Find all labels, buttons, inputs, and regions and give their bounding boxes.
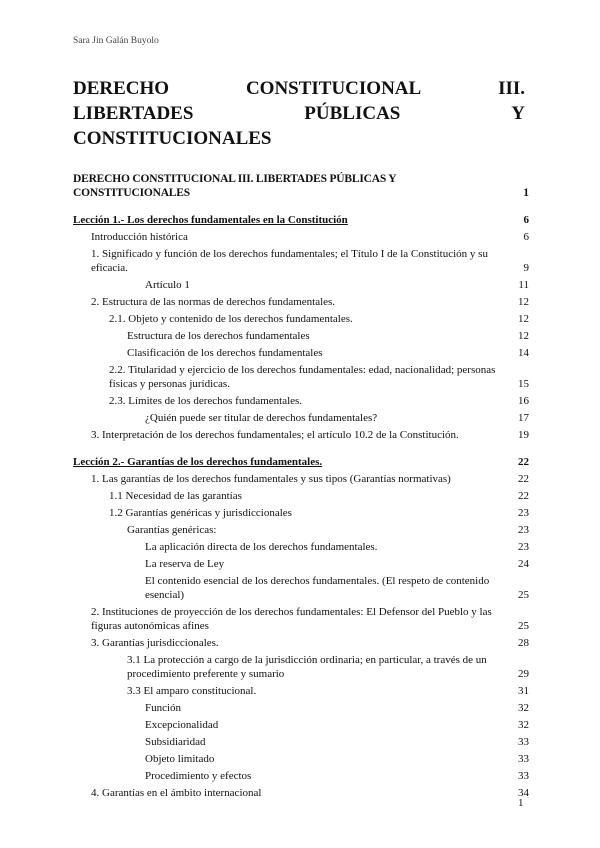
toc-entry-page: 33 xyxy=(518,753,529,765)
toc-entry[interactable] xyxy=(73,472,529,486)
toc-entry-text: Artículo 1 xyxy=(145,279,190,291)
toc-entry-page: 33 xyxy=(518,770,529,782)
toc-entry[interactable] xyxy=(73,636,529,650)
toc-entry-page: 25 xyxy=(518,620,529,632)
toc-entry-text: ¿Quién puede ser titular de derechos fundamentales? xyxy=(145,412,378,424)
toc-entry-text: Subsidiaridad xyxy=(145,736,206,748)
toc-entry-page: 19 xyxy=(518,429,529,441)
toc-entry-page: 23 xyxy=(518,541,529,553)
toc-entry[interactable] xyxy=(73,786,529,800)
toc-entry[interactable] xyxy=(73,506,529,520)
toc-entry-page: 17 xyxy=(518,412,529,424)
toc-entry-page: 15 xyxy=(518,378,529,390)
toc-entry-text: 2. Estructura de las normas de derechos fundamentales. xyxy=(91,296,336,308)
title-word: CONSTITUCIONAL xyxy=(245,78,422,99)
toc-entry-text: 3. Garantías jurisdiccionales. xyxy=(91,637,219,649)
toc-entry-text: 2.3. Límites de los derechos fundamentales. xyxy=(109,395,303,407)
toc-entry-page: 14 xyxy=(518,347,529,359)
title-word: III. xyxy=(498,78,525,99)
toc-entry-text: 1. Las garantías de los derechos fundamentales y sus tipos (Garantías normativas) xyxy=(91,473,451,485)
toc-entry[interactable] xyxy=(73,172,529,200)
title-word: LIBERTADES xyxy=(73,103,194,124)
toc-entry-page: 33 xyxy=(518,736,529,748)
toc-entry-text: 2.1. Objeto y contenido de los derechos fundamentales. xyxy=(109,313,353,325)
title-line-1 xyxy=(73,76,525,101)
toc-entry-text: La aplicación directa de los derechos fundamentales. xyxy=(145,541,378,553)
toc-entry-text: La reserva de Ley xyxy=(145,558,225,570)
toc-entry[interactable] xyxy=(73,752,529,766)
toc-entry-text: Estructura de los derechos fundamentales xyxy=(127,330,310,342)
toc-entry-text: Excepcionalidad xyxy=(145,719,219,731)
toc-entry-page: 22 xyxy=(518,473,529,485)
toc-entry-text: 1.1 Necesidad de las garantías xyxy=(109,490,242,502)
toc-entry[interactable] xyxy=(73,346,529,360)
toc-entry[interactable] xyxy=(73,230,529,244)
toc-entry-page: 22 xyxy=(518,490,529,502)
title-word: DERECHO xyxy=(73,78,170,99)
toc-entry-page: 6 xyxy=(523,231,529,243)
toc-entry[interactable] xyxy=(73,574,529,602)
toc-entry-page: 22 xyxy=(518,456,529,468)
toc-entry-page: 25 xyxy=(518,589,529,601)
toc-entry-page: 12 xyxy=(518,330,529,342)
title-line-2 xyxy=(73,101,525,126)
toc-entry[interactable] xyxy=(73,363,529,391)
toc-entry-page: 29 xyxy=(518,668,529,680)
toc-entry-page: 24 xyxy=(518,558,529,570)
toc-entry-page: 9 xyxy=(523,262,529,274)
toc-entry-text: 1.2 Garantías genéricas y jurisdiccionales xyxy=(109,507,292,519)
toc-entry[interactable] xyxy=(73,769,529,783)
toc-entry-text: 4. Garantías en el ámbito internacional xyxy=(91,787,262,799)
toc-entry[interactable] xyxy=(73,394,529,408)
toc-entry[interactable] xyxy=(73,411,529,425)
toc-entry[interactable] xyxy=(73,428,529,442)
toc-entry[interactable] xyxy=(73,557,529,571)
toc-entry-page: 34 xyxy=(518,787,529,799)
toc-entry-page: 31 xyxy=(518,685,529,697)
toc-entry-text: 3.3 El amparo constitucional. xyxy=(127,685,257,697)
toc-entry[interactable] xyxy=(73,735,529,749)
toc-entry-page: 12 xyxy=(518,313,529,325)
toc-entry-page: 23 xyxy=(518,507,529,519)
toc-entry[interactable] xyxy=(73,701,529,715)
toc-entry-page: 12 xyxy=(518,296,529,308)
toc-entry-page: 1 xyxy=(523,187,529,199)
toc-entry-page: 32 xyxy=(518,719,529,731)
toc-entry-text: Lección 2.- Garantías de los derechos fundamentales. xyxy=(73,456,323,468)
toc-entry[interactable] xyxy=(73,247,529,275)
toc-entry[interactable] xyxy=(73,684,529,698)
author-header: Sara Jin Galán Buyolo xyxy=(73,36,159,46)
toc-entry-text: DERECHO CONSTITUCIONAL III. LIBERTADES PÚBLICAS Y CONSTITUCIONALES xyxy=(73,173,396,199)
toc-entry-page: 28 xyxy=(518,637,529,649)
toc-entry[interactable] xyxy=(73,455,529,469)
toc-entry-text: Objeto limitado xyxy=(145,753,215,765)
toc-entry-page: 23 xyxy=(518,524,529,536)
toc-entry[interactable] xyxy=(73,278,529,292)
toc-entry[interactable] xyxy=(73,312,529,326)
toc-entry[interactable] xyxy=(73,295,529,309)
toc-entry[interactable] xyxy=(73,213,529,227)
toc-entry-text: Clasificación de los derechos fundamentales xyxy=(127,347,323,359)
toc-entry-text: Procedimiento y efectos xyxy=(145,770,252,782)
toc-entry-text: Garantías genéricas: xyxy=(127,524,217,536)
page-number: 1 xyxy=(518,797,524,809)
toc-entry[interactable] xyxy=(73,653,529,681)
toc-entry-text: Función xyxy=(145,702,182,714)
toc-entry-text: 3.1 La protección a cargo de la jurisdicción ordinaria; en particular, a través de un procedimiento preferente y sumario xyxy=(127,654,487,680)
toc-entry-text: Introducción histórica xyxy=(91,231,188,243)
toc-entry-text: 1. Significado y función de los derechos fundamentales; el Título I de la Constitución y su eficacia. xyxy=(91,248,488,274)
toc-entry-page: 32 xyxy=(518,702,529,714)
toc-entry-text: 2. Instituciones de proyección de los derechos fundamentales: El Defensor del Pueblo y las figuras autonómicas afines xyxy=(91,606,492,632)
table-of-contents xyxy=(73,172,529,800)
toc-entry[interactable] xyxy=(73,605,529,633)
title-word: Y xyxy=(511,103,525,124)
toc-entry-page: 16 xyxy=(518,395,529,407)
title-word: PÚBLICAS xyxy=(304,103,401,124)
toc-entry[interactable] xyxy=(73,718,529,732)
toc-entry-text: El contenido esencial de los derechos fundamentales. (El respeto de contenido esencial) xyxy=(145,575,490,601)
toc-entry-page: 11 xyxy=(518,279,529,291)
toc-entry[interactable] xyxy=(73,540,529,554)
document-title xyxy=(73,76,525,151)
toc-entry-page: 6 xyxy=(523,214,529,226)
title-word: CONSTITUCIONALES xyxy=(73,128,272,149)
toc-entry[interactable] xyxy=(73,523,529,537)
toc-entry[interactable] xyxy=(73,489,529,503)
toc-entry-text: Lección 1.- Los derechos fundamentales en la Constitución xyxy=(73,214,348,226)
toc-entry-text: 2.2. Titularidad y ejercicio de los derechos fundamentales: edad, nacionalidad; personas físicas y personas jurídicas. xyxy=(109,364,496,390)
toc-entry-text: 3. Interpretación de los derechos fundamentales; el artículo 10.2 de la Constitución. xyxy=(91,429,459,441)
title-line-3 xyxy=(73,126,525,151)
toc-entry[interactable] xyxy=(73,329,529,343)
